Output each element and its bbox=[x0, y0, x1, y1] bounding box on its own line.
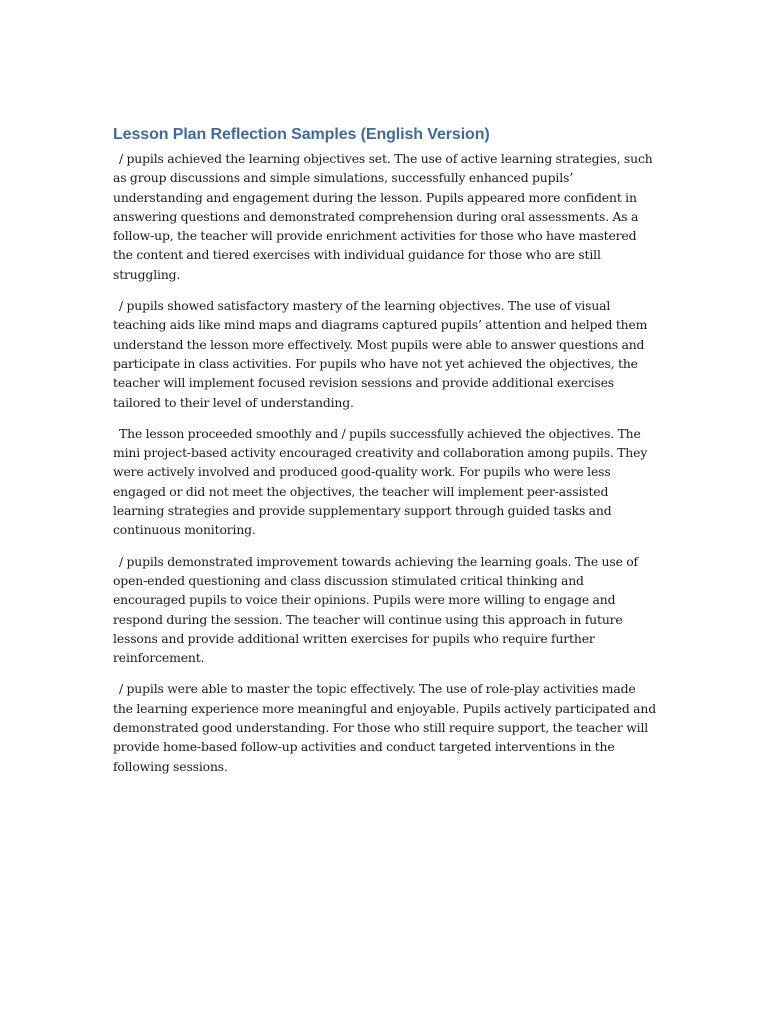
reflection-paragraph-1 bbox=[113, 149, 658, 284]
reflection-paragraph-2 bbox=[113, 296, 658, 412]
reflection-paragraph-4 bbox=[113, 552, 658, 668]
paragraph-text: The lesson proceeded smoothly and / pupils successfully achieved the objectives. The mini project-based activity encouraged creativity and collaboration among pupils. They were actively involved and produced good-quality work. For pupils who were less engaged or did not meet the objectives, the teacher will implement peer-assisted learning strategies and provide supplementary support through guided tasks and continuous monitoring. bbox=[113, 425, 648, 538]
document-title: Lesson Plan Reflection Samples (English Version) bbox=[113, 126, 490, 143]
reflection-paragraph-3 bbox=[113, 424, 658, 540]
paragraph-text: / pupils demonstrated improvement towards achieving the learning goals. The use of open-ended questioning and class discussion stimulated critical thinking and encouraged pupils to voice their opinions. Pupils were more willing to engage and respond during the session. The teacher will continue using this approach in future lessons and provide additional written exercises for pupils who require further reinforcement. bbox=[113, 553, 638, 666]
paragraph-text: / pupils were able to master the topic effectively. The use of role-play activities made the learning experience more meaningful and enjoyable. Pupils actively participated and demonstrated good understanding. For those who still require support, the teacher will provide home-based follow-up activities and conduct targeted interventions in the following sessions. bbox=[113, 681, 656, 774]
paragraph-text: / pupils showed satisfactory mastery of the learning objectives. The use of visual teaching aids like mind maps and diagrams captured pupils’ attention and helped them understand the lesson more effectively. Most pupils were able to answer questions and participate in class activities. For pupils who have not yet achieved the objectives, the teacher will implement focused revision sessions and provide additional exercises tailored to their level of understanding. bbox=[113, 298, 648, 410]
document-body bbox=[113, 124, 658, 788]
paragraph-text: / pupils achieved the learning objectives set. The use of active learning strategies, such as group discussions and simple simulations, successfully enhanced pupils’ understanding and engagement during the lesson. Pupils appeared more confident in answering questions and demonstrated comprehension during oral assessments. As a follow-up, the teacher will provide enrichment activities for those who have mastered the content and tiered exercises with individual guidance for those who are still struggling. bbox=[113, 151, 653, 282]
reflection-paragraph-5 bbox=[113, 679, 658, 775]
